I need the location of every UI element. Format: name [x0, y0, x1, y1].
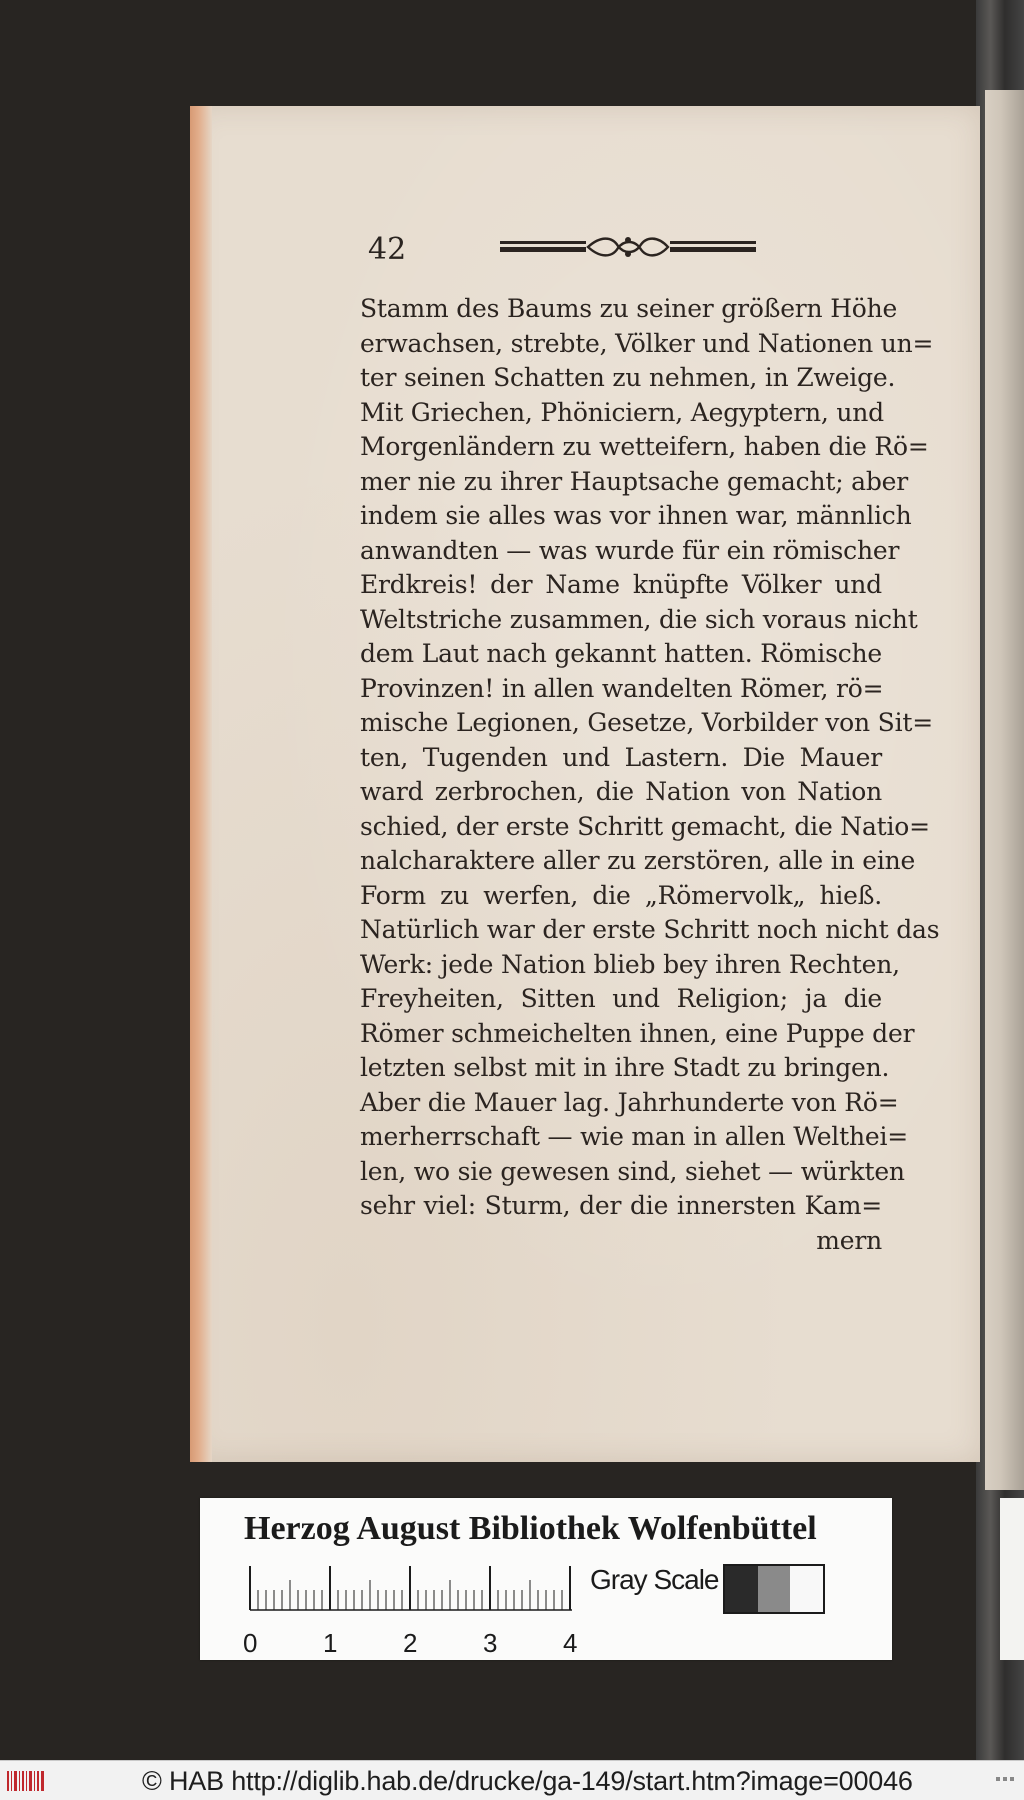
header-ornament-icon: [500, 234, 756, 260]
ruler-label: 3: [483, 1628, 498, 1658]
text-line: Provinzen! in allen wandelten Römer, rö=: [360, 673, 884, 703]
text-line: sehr viel: Sturm, der die innersten Kam=: [360, 1191, 882, 1220]
ruler-label: 0: [243, 1628, 258, 1658]
gray-scale-bar: [723, 1564, 825, 1614]
text-line: ward zerbrochen, die Nation von Nation: [360, 777, 882, 806]
gray-swatch: [790, 1566, 823, 1612]
body-text: [360, 292, 940, 1258]
catchword: mern: [816, 1225, 882, 1255]
gray-swatch: [725, 1566, 758, 1612]
neighbor-color-card: [1000, 1498, 1024, 1660]
text-line: merherrschaft — wie man in allen Welthei=: [360, 1122, 908, 1151]
page-number: 42: [368, 232, 407, 267]
text-line: Aber die Mauer lag. Jahrhunderte von Rö=: [360, 1087, 899, 1117]
source-url-text: © HAB http://diglib.hab.de/drucke/ga-149/start.htm?image=00046: [142, 1766, 913, 1796]
neighbor-page-edge: [985, 90, 1024, 1490]
text-line: len, wo sie gewesen sind, siehet — würkten: [360, 1156, 905, 1186]
text-line: Werk: jede Nation blieb bey ihren Rechten,: [360, 949, 900, 979]
gray-scale-label: Gray Scale: [590, 1564, 719, 1595]
text-line: erwachsen, strebte, Völker und Nationen un=: [360, 328, 934, 358]
text-line: Mit Griechen, Phöniciern, Aegyptern, und: [360, 397, 884, 427]
text-line: Stamm des Baums zu seiner größern Höhe: [360, 294, 898, 323]
text-line: schied, der erste Schritt gemacht, die Natio=: [360, 811, 930, 841]
page-gilt-edge: [190, 106, 212, 1462]
centimeter-ruler: [243, 1566, 578, 1658]
footer-dots-icon: [996, 1775, 1016, 1783]
text-line: Erdkreis! der Name knüpfte Völker und: [360, 570, 882, 599]
ruler-label: 2: [403, 1628, 418, 1658]
color-calibration-card: [200, 1498, 892, 1660]
ruler-label: 1: [323, 1628, 338, 1658]
hab-barcode-logo-icon: [6, 1769, 46, 1793]
text-line: dem Laut nach gekannt hatten. Römische: [360, 639, 882, 668]
library-name: Herzog August Bibliothek Wolfenbüttel: [244, 1510, 817, 1547]
text-line: ten, Tugenden und Lastern. Die Mauer: [360, 742, 882, 772]
text-line: Römer schmeichelten ihnen, eine Puppe der: [360, 1018, 915, 1048]
text-line: anwandten — was wurde für ein römischer: [360, 535, 900, 565]
footer-bar: [0, 1760, 1024, 1800]
text-line: indem sie alles was vor ihnen war, männlich: [360, 501, 912, 530]
text-line: Freyheiten, Sitten und Religion; ja die: [360, 984, 882, 1013]
text-line: Natürlich war der erste Schritt noch nicht das: [360, 915, 940, 944]
text-line: mische Legionen, Gesetze, Vorbilder von Sit=: [360, 708, 933, 737]
text-line: mer nie zu ihrer Hauptsache gemacht; aber: [360, 466, 909, 496]
text-line: ter seinen Schatten zu nehmen, in Zweige.: [360, 363, 896, 392]
text-line: nalcharaktere aller zu zerstören, alle in eine: [360, 846, 916, 875]
gray-swatch: [758, 1566, 791, 1612]
text-line: Morgenländern zu wetteifern, haben die Rö=: [360, 432, 929, 461]
text-line: letzten selbst mit in ihre Stadt zu bringen.: [360, 1053, 890, 1082]
text-line: Form zu werfen, die „Römervolk„ hieß.: [360, 880, 882, 910]
ruler-label: 4: [563, 1628, 578, 1658]
text-line: Weltstriche zusammen, die sich voraus nicht: [360, 604, 918, 634]
